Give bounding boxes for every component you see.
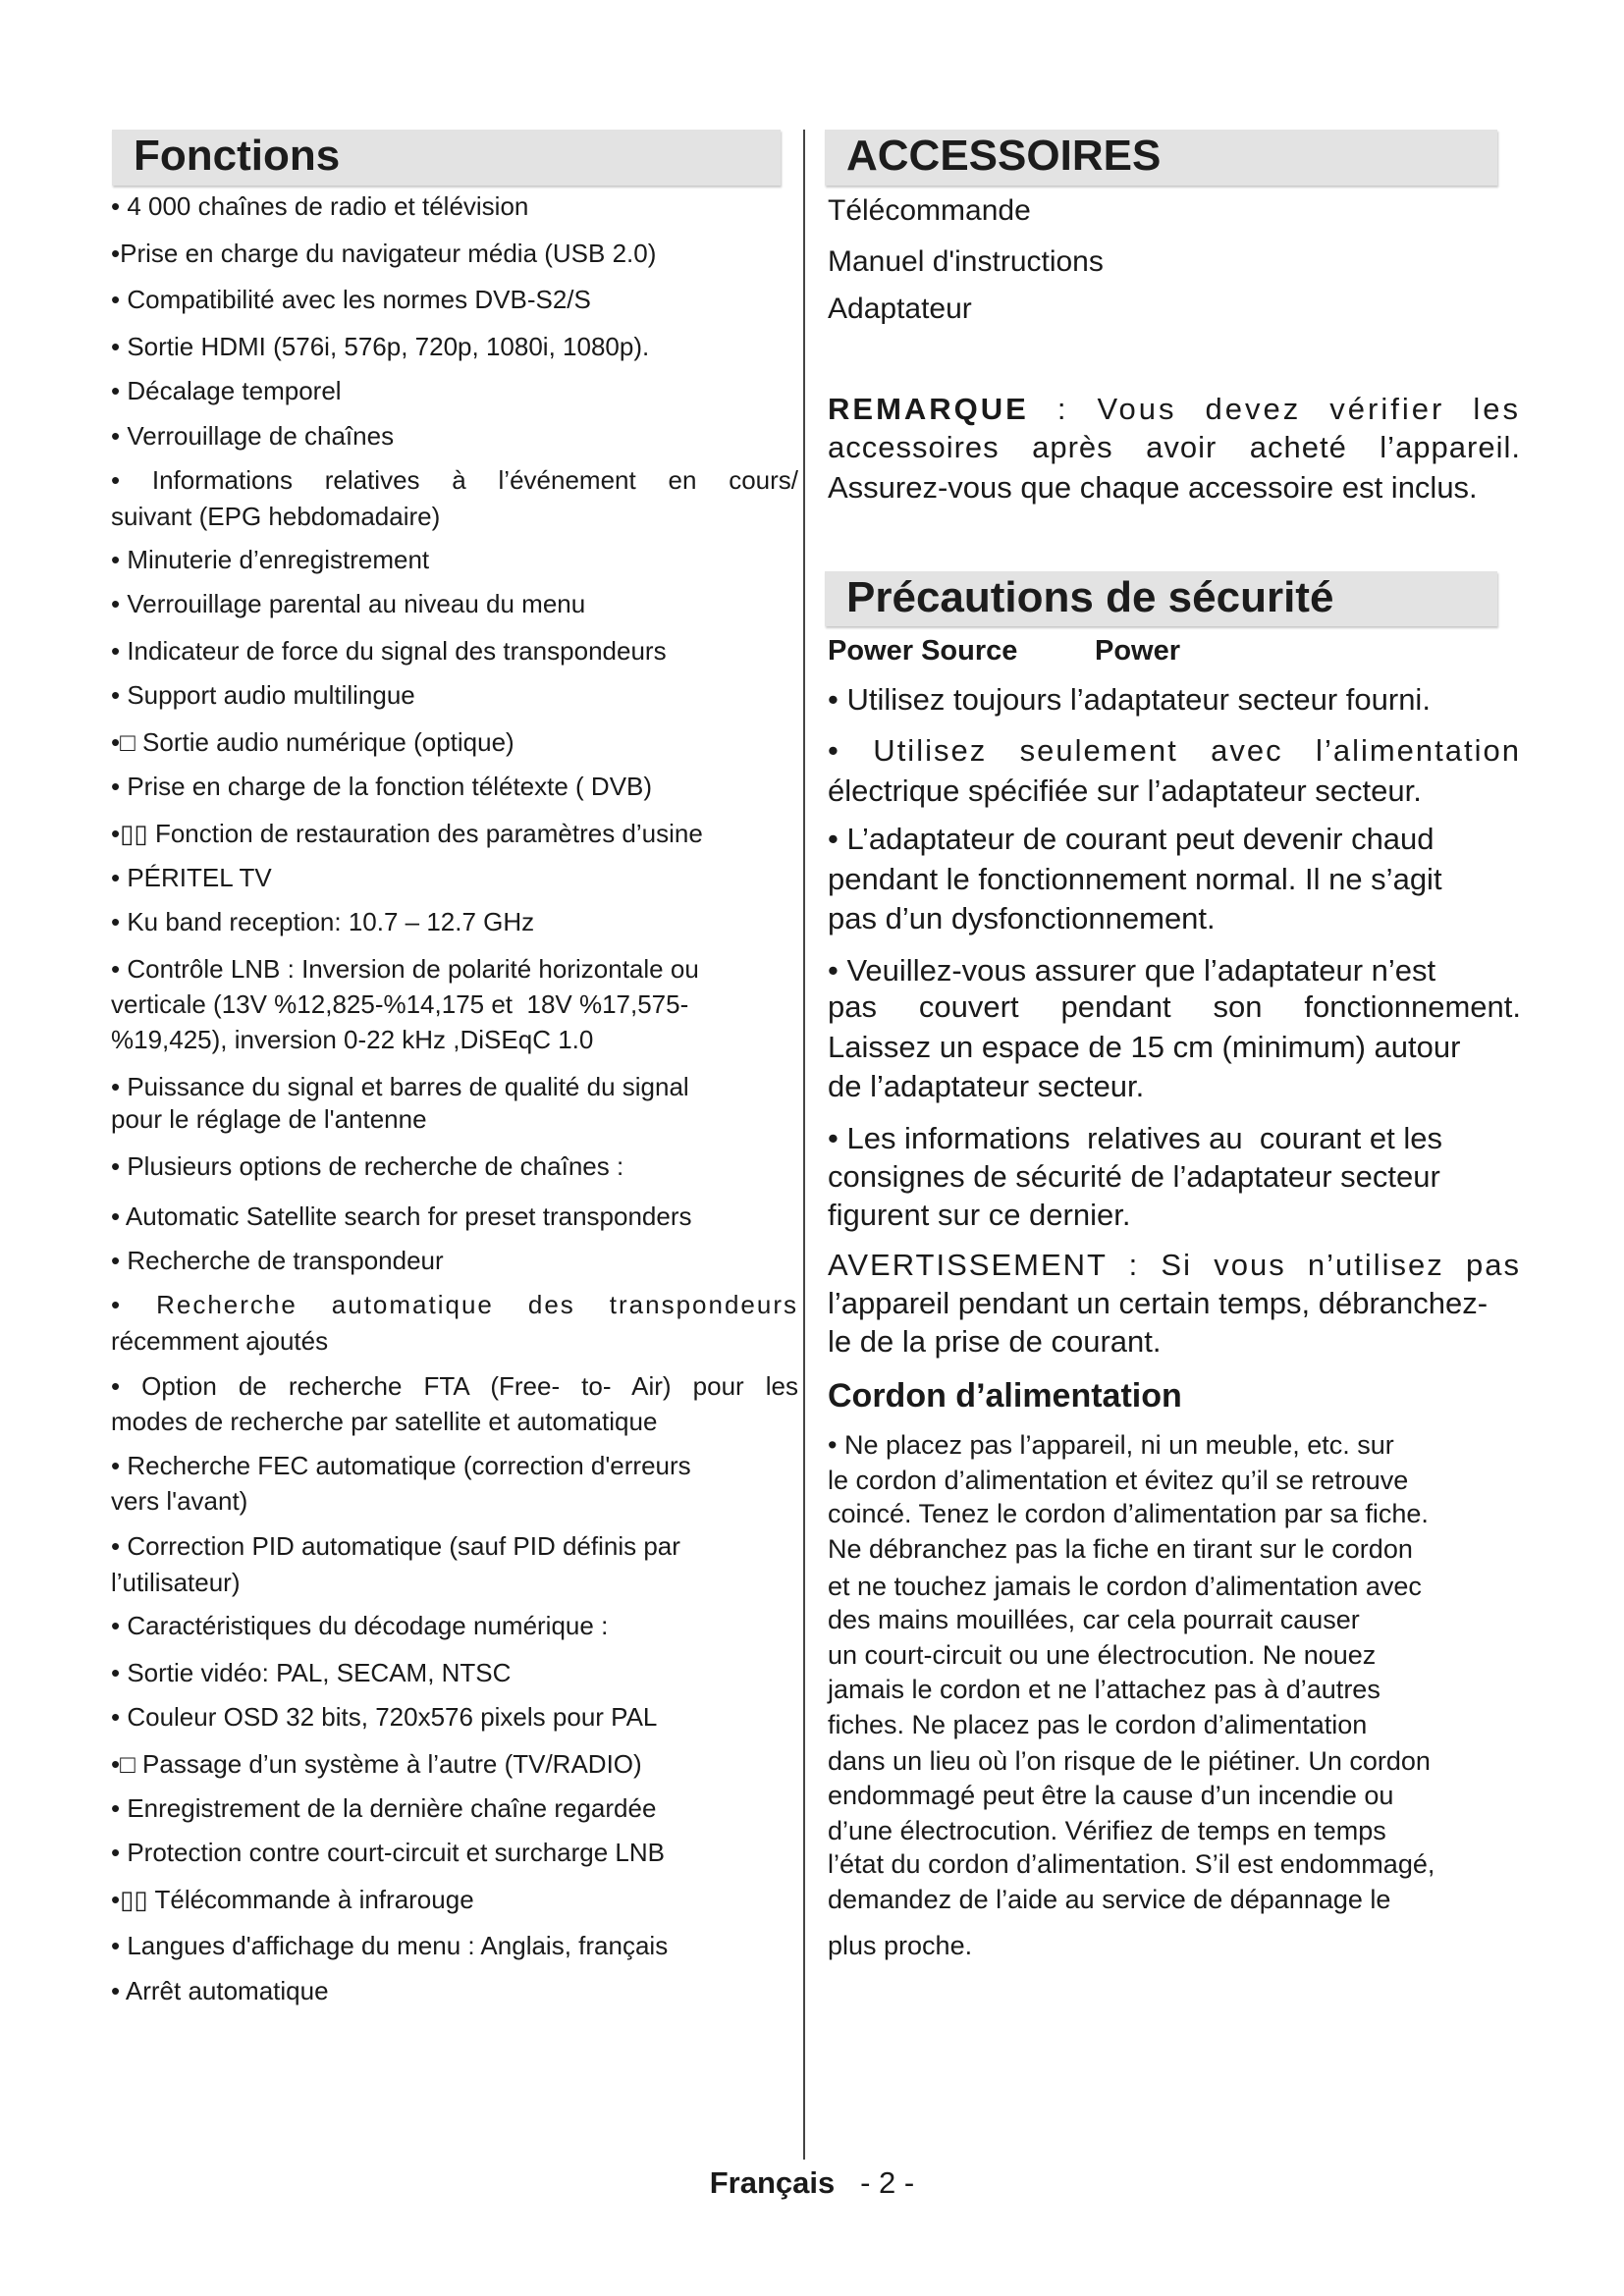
- cord-text-line: Ne débranchez pas la fiche en tirant sur le cordon: [828, 1534, 1413, 1564]
- safety-item-line: figurent sur ce dernier.: [828, 1197, 1131, 1232]
- feature-list-item: • Caractéristiques du décodage numérique :: [111, 1611, 609, 1640]
- cord-text-line: jamais le cordon et ne l’attachez pas à d’autres: [828, 1674, 1380, 1704]
- heading-text: Fonctions: [134, 132, 341, 180]
- cord-text-line: endommagé peut être la cause d’un incendie ou: [828, 1780, 1394, 1810]
- feature-list-item: • 4 000 chaînes de radio et télévision: [111, 191, 529, 221]
- feature-list-item: • Prise en charge de la fonction télétexte ( DVB): [111, 772, 653, 801]
- feature-list-item: pour le réglage de l'antenne: [111, 1104, 427, 1134]
- feature-list-item: récemment ajoutés: [111, 1325, 329, 1356]
- feature-list-item: suivant (EPG hebdomadaire): [111, 501, 441, 531]
- feature-list-item: • Plusieurs options de recherche de chaînes :: [111, 1151, 624, 1181]
- feature-list-item: • Contrôle LNB : Inversion de polarité horizontale ou: [111, 954, 699, 984]
- cord-text-line: d’une électrocution. Vérifiez de temps en temps: [828, 1815, 1386, 1845]
- safety-item-line: consignes de sécurité de l’adaptateur secteur: [828, 1158, 1440, 1194]
- safety-item-line: pas couvert pendant son fonctionnement.: [828, 989, 1521, 1024]
- feature-list-item: •Prise en charge du navigateur média (USB 2.0): [111, 239, 657, 268]
- cord-text-line: fiches. Ne placez pas le cordon d’alimentation: [828, 1709, 1368, 1739]
- feature-list-item: • Ku band reception: 10.7 – 12.7 GHz: [111, 907, 535, 936]
- feature-list-item: • Correction PID automatique (sauf PID définis par: [111, 1531, 680, 1561]
- safety-item-line: de l’adaptateur secteur.: [828, 1069, 1145, 1103]
- page-footer: [0, 2165, 1624, 2201]
- warning-line: le de la prise de courant.: [828, 1323, 1162, 1359]
- feature-list-item: %19,425), inversion 0-22 kHz ,DiSEqC 1.0: [111, 1025, 594, 1054]
- note-line: accessoires après avoir acheté l’appareil.: [828, 430, 1521, 464]
- safety-item-line: pendant le fonctionnement normal. Il ne s’agit: [828, 861, 1442, 896]
- feature-list-item: • Décalage temporel: [111, 375, 342, 405]
- cord-text-line: l’état du cordon d’alimentation. S’il est endommagé,: [828, 1849, 1435, 1879]
- note-text: : Vous devez vérifier les: [1028, 392, 1521, 426]
- column-divider: [803, 130, 805, 2160]
- safety-item-line: • L’adaptateur de courant peut devenir chaud: [828, 822, 1435, 856]
- feature-list-item: •▯▯ Télécommande à infrarouge: [111, 1885, 474, 1914]
- page-number: - 2 -: [860, 2165, 915, 2200]
- safety-item-line: • Utilisez seulement avec l’alimentation: [828, 733, 1521, 768]
- warning-line: AVERTISSEMENT : Si vous n’utilisez pas: [828, 1247, 1521, 1282]
- cord-text-line: • Ne placez pas l’appareil, ni un meuble, etc. sur: [828, 1429, 1394, 1460]
- section-heading-precautions: [825, 571, 1497, 626]
- feature-list-item: • PÉRITEL TV: [111, 863, 272, 892]
- feature-list-item: •□ Passage d’un système à l’autre (TV/RADIO): [111, 1749, 642, 1779]
- feature-list-item: • Minuterie d’enregistrement: [111, 545, 430, 574]
- cord-text-line: dans un lieu où l’on risque de le piétiner. Un cordon: [828, 1746, 1431, 1776]
- safety-item-line: pas d’un dysfonctionnement.: [828, 901, 1216, 935]
- safety-item-line: Laissez un espace de 15 cm (minimum) autour: [828, 1029, 1461, 1064]
- feature-list-item: • Sortie HDMI (576i, 576p, 720p, 1080i, 1080p).: [111, 331, 650, 361]
- feature-list-item: • Indicateur de force du signal des transpondeurs: [111, 636, 667, 666]
- feature-list-item: • Langues d'affichage du menu : Anglais, français: [111, 1930, 669, 1960]
- note-label: REMARQUE: [828, 392, 1029, 426]
- power-label: Power: [1095, 635, 1181, 667]
- section-heading-accessoires: [825, 130, 1497, 186]
- heading-text: Précautions de sécurité: [846, 573, 1334, 621]
- safety-item-line: • Utilisez toujours l’adaptateur secteur fourni.: [828, 681, 1431, 717]
- cord-text-line: et ne touchez jamais le cordon d’alimentation avec: [828, 1571, 1422, 1601]
- cord-heading: Cordon d’alimentation: [828, 1377, 1182, 1415]
- feature-list-item: • Automatic Satellite search for preset transponders: [111, 1201, 692, 1231]
- warning-line: l’appareil pendant un certain temps, débranchez-: [828, 1285, 1489, 1320]
- feature-list-item: • Enregistrement de la dernière chaîne regardée: [111, 1793, 657, 1823]
- feature-list-item: • Informations relatives à l’événement en cours/: [111, 465, 798, 495]
- feature-list-item: • Sortie vidéo: PAL, SECAM, NTSC: [111, 1658, 512, 1687]
- safety-item-line: • Les informations relatives au courant et les: [828, 1120, 1442, 1155]
- note-line: Assurez-vous que chaque accessoire est inclus.: [828, 469, 1478, 505]
- cord-text-line: un court-circuit ou une électrocution. Ne nouez: [828, 1640, 1377, 1670]
- cord-text-line: le cordon d’alimentation et évitez qu’il se retrouve: [828, 1465, 1409, 1495]
- feature-list-item: modes de recherche par satellite et automatique: [111, 1407, 658, 1437]
- feature-list-item: verticale (13V %12,825-%14,175 et 18V %17,575-: [111, 989, 689, 1019]
- section-heading-fonctions: [112, 130, 781, 186]
- feature-list-item: vers l'avant): [111, 1486, 248, 1517]
- feature-list-item: •□ Sortie audio numérique (optique): [111, 727, 514, 757]
- feature-list-item: • Verrouillage de chaînes: [111, 421, 395, 451]
- feature-list-item: • Recherche FEC automatique (correction d'erreurs: [111, 1450, 691, 1480]
- cord-text-line: des mains mouillées, car cela pourrait causer: [828, 1605, 1360, 1634]
- feature-list-item: • Protection contre court-circuit et surcharge LNB: [111, 1838, 666, 1867]
- accessory-item: Manuel d'instructions: [828, 245, 1104, 278]
- heading-text: ACCESSOIRES: [846, 132, 1162, 180]
- accessory-item: Adaptateur: [828, 293, 972, 325]
- feature-list-item: • Recherche automatique des transpondeurs: [111, 1290, 798, 1319]
- feature-list-item: • Support audio multilingue: [111, 680, 415, 710]
- feature-list-item: • Option de recherche FTA (Free- to- Air) pour les: [111, 1370, 798, 1401]
- cord-text-line: demandez de l’aide au service de dépannage le: [828, 1885, 1391, 1914]
- note-line: [828, 392, 1521, 427]
- feature-list-item: •▯▯ Fonction de restauration des paramètres d’usine: [111, 819, 703, 848]
- feature-list-item: • Arrêt automatique: [111, 1976, 329, 2005]
- feature-list-item: l’utilisateur): [111, 1567, 241, 1597]
- cord-text-line: coincé. Tenez le cordon d’alimentation par sa fiche.: [828, 1499, 1429, 1528]
- feature-list-item: • Puissance du signal et barres de qualité du signal: [111, 1072, 689, 1101]
- cord-text-line: plus proche.: [828, 1930, 973, 1960]
- footer-language: Français: [709, 2165, 836, 2200]
- feature-list-item: • Compatibilité avec les normes DVB-S2/S: [111, 284, 591, 314]
- feature-list-item: • Recherche de transpondeur: [111, 1246, 444, 1275]
- power-source-label: Power Source: [828, 635, 1018, 667]
- feature-list-item: • Couleur OSD 32 bits, 720x576 pixels pour PAL: [111, 1702, 658, 1732]
- accessory-item: Télécommande: [828, 193, 1031, 227]
- safety-item-line: électrique spécifiée sur l’adaptateur secteur.: [828, 773, 1422, 808]
- feature-list-item: • Verrouillage parental au niveau du menu: [111, 589, 586, 618]
- safety-item-line: • Veuillez-vous assurer que l’adaptateur n’est: [828, 952, 1436, 988]
